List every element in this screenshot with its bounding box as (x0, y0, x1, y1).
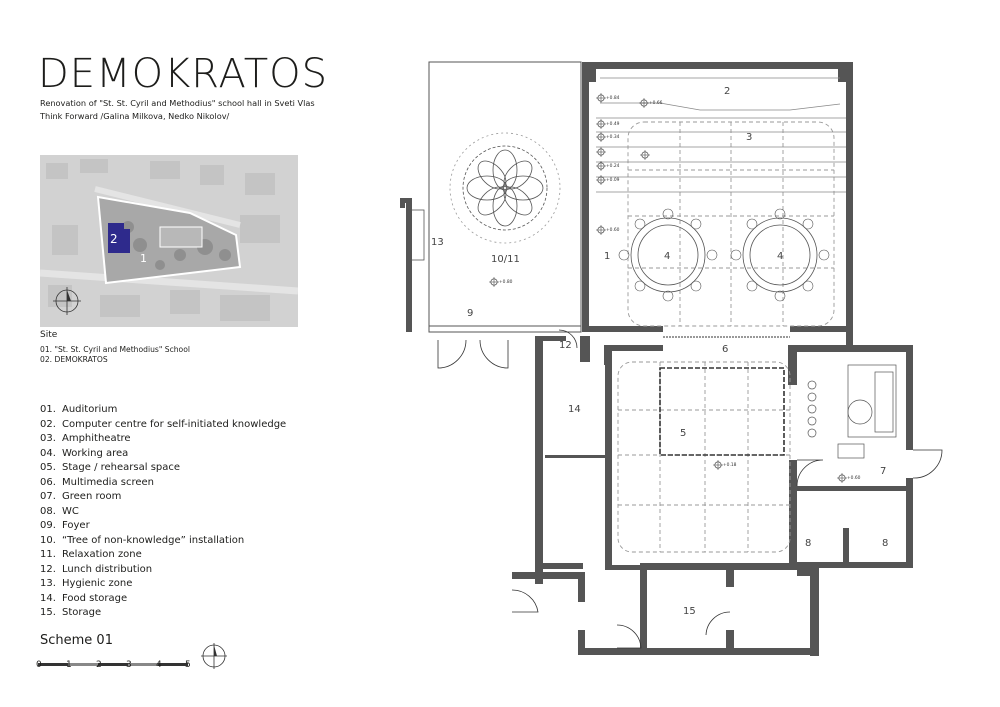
level-label: +0.24 (606, 164, 620, 169)
legend-item-text: WC (62, 505, 79, 517)
scale-label-3: 3 (126, 660, 132, 670)
room-label-14: 14 (568, 404, 581, 415)
legend-item-number: 05. (40, 462, 56, 473)
level-label: +0.84 (606, 96, 620, 101)
legend-item-text: Food storage (62, 592, 128, 604)
site-note-2: 02. DEMOKRATOS (40, 355, 108, 364)
scheme-label: Scheme 01 (40, 633, 113, 648)
site-marker-2: 2 (110, 232, 118, 246)
room-label-9: 9 (467, 308, 474, 319)
round-tables (631, 218, 817, 292)
legend-item-number: 09. (40, 520, 56, 531)
legend-item-text: “Tree of non-knowledge” installation (62, 534, 245, 546)
subtitle-line-1: Renovation of "St. St. Cyril and Methodius" school hall in Sveti Vlas (40, 98, 315, 108)
scale-label-1: 1 (66, 660, 72, 670)
legend-item-text: Green room (62, 491, 122, 502)
green-room-furniture (808, 365, 896, 458)
legend-item-number: 12. (40, 563, 56, 575)
room-label-2: 2 (724, 86, 731, 97)
legend-item-number: 03. (40, 433, 56, 444)
legend-item-text: Stage / rehearsal space (62, 462, 181, 473)
level-label: +0.60 (606, 228, 620, 233)
scale-label-4: 4 (156, 660, 162, 670)
legend-item-number: 01. (40, 404, 56, 415)
plan-walls (400, 62, 913, 656)
room-label-1: 1 (604, 251, 611, 262)
legend-item-number: 13. (40, 578, 56, 589)
legend-item-text: Foyer (62, 520, 90, 531)
legend-item-text: Computer centre for self-initiated knowledge (62, 418, 287, 430)
scale-label-5: 5 (185, 660, 191, 670)
legend-item-number: 15. (40, 607, 56, 618)
room-label-12: 12 (559, 340, 572, 351)
legend-item-text: Storage (62, 607, 102, 618)
scale-label-2: 2 (96, 660, 102, 670)
legend-item-number: 07. (40, 491, 56, 502)
legend-item-text: Multimedia screen (62, 476, 155, 488)
room-label-7: 7 (880, 466, 887, 477)
legend-item-text: Amphitheatre (62, 433, 131, 444)
scale-label-0: 0 (36, 660, 42, 670)
level-label: +0.18 (723, 463, 737, 468)
level-label: +0.34 (606, 135, 620, 140)
legend-item-number: 06. (40, 476, 56, 488)
subtitle-line-2: Think Forward /Galina Milkova, Nedko Nikolov/ (40, 111, 230, 121)
computer-desks (596, 78, 846, 192)
room-label-3: 3 (746, 132, 753, 143)
level-label: +0.80 (499, 280, 513, 285)
legend-item-number: 14. (40, 592, 56, 604)
level-label: +0.60 (847, 476, 861, 481)
legend-item-text: Auditorium (62, 404, 118, 415)
site-marker-1: 1 (140, 252, 147, 265)
room-label-5: 5 (680, 428, 687, 439)
legend-item-number: 11. (40, 549, 56, 560)
legend-item-text: Hygienic zone (62, 578, 133, 589)
tree-installation (450, 133, 560, 243)
level-label: +0.09 (606, 178, 620, 183)
room-label-4: 4 (777, 251, 784, 262)
legend-item-text: Relaxation zone (62, 549, 142, 560)
page-title: DEMOKRATOS (38, 51, 329, 97)
stage-platform (660, 368, 784, 455)
room-label-8: 8 (805, 538, 812, 549)
level-label: +0.66 (649, 101, 663, 106)
room-label-6: 6 (722, 344, 729, 355)
legend-item-text: Lunch distribution (62, 563, 153, 575)
legend-item-number: 02. (40, 418, 56, 430)
level-label: +0.49 (606, 122, 620, 127)
room-label-13: 13 (431, 237, 444, 248)
legend-item-number: 10. (40, 534, 56, 546)
room-label-8: 8 (882, 538, 889, 549)
legend-item-number: 08. (40, 505, 56, 517)
site-label: Site (40, 330, 58, 340)
room-label-4: 4 (664, 251, 671, 262)
room-label-15: 15 (683, 606, 696, 617)
room-label-10-11: 10/11 (491, 254, 520, 265)
site-note-1: 01. "St. St. Cyril and Methodius" School (40, 345, 190, 354)
legend-item-number: 04. (40, 447, 56, 459)
legend-item-text: Working area (62, 447, 129, 459)
